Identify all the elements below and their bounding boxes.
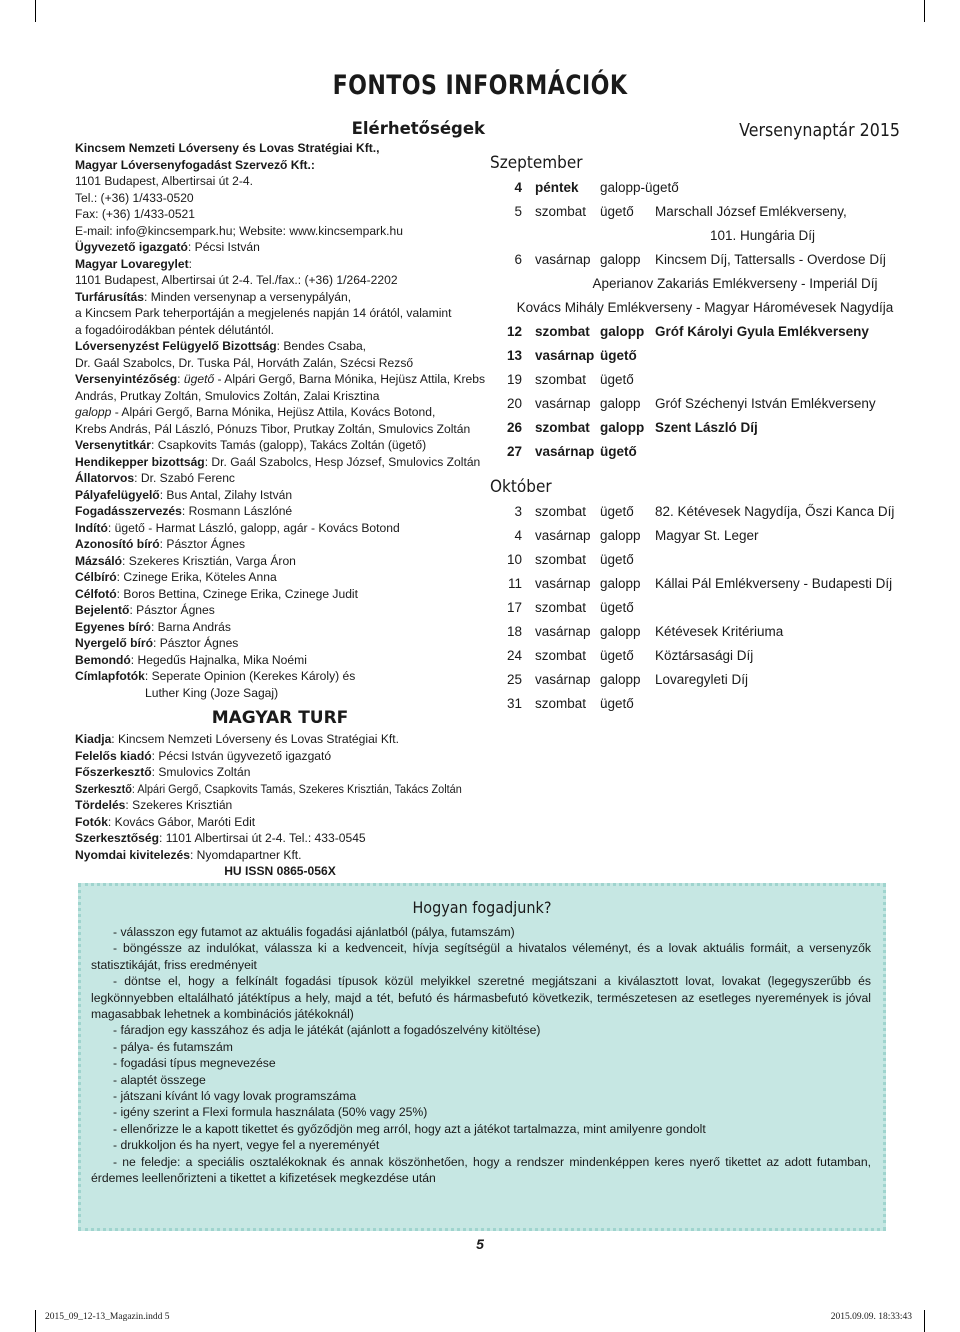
calendar-race-type: ügető bbox=[600, 504, 634, 519]
organizer-trot: ügető bbox=[183, 372, 215, 386]
calendar-day: 17 bbox=[506, 600, 522, 615]
calendar-row bbox=[490, 548, 900, 572]
calendar-race-name: Marschall József Emlékverseny, bbox=[655, 204, 847, 219]
resp-line bbox=[75, 748, 485, 765]
photo-line bbox=[75, 586, 485, 603]
starter-line bbox=[75, 520, 485, 537]
calendar-race-type: galopp bbox=[600, 528, 641, 543]
organizer-line-4: Krebs András, Pál László, Pónuzs Tibor, Prutkay Zoltán, Smulovics Zoltán bbox=[75, 421, 471, 436]
calendar-race-continuation: Kovács Mihály Emlékverseny - Magyar Háromévesek Nagydíja bbox=[516, 300, 894, 315]
calendar-row bbox=[490, 344, 900, 368]
calendar-day: 25 bbox=[506, 672, 522, 687]
calendar-row bbox=[490, 524, 900, 548]
calendar-day: 4 bbox=[514, 180, 522, 195]
office-line bbox=[75, 830, 485, 847]
office-value: : 1101 Albertirsai út 2-4. Tel.: 433-0545 bbox=[159, 831, 366, 845]
calendar-race-type: galopp bbox=[600, 624, 641, 639]
crop-mark bbox=[35, 0, 36, 22]
vet-line bbox=[75, 470, 485, 487]
calendar-day: 24 bbox=[506, 648, 522, 663]
finish-line bbox=[75, 569, 485, 586]
howto-item: - játszani kívánt ló vagy lovak programszáma bbox=[113, 1089, 357, 1104]
weigh-line bbox=[75, 553, 485, 570]
organizer-gallop: galopp bbox=[75, 405, 112, 419]
calendar-race-type: ügető bbox=[600, 204, 634, 219]
org-line-2: Magyar Lóversenyfogadást Szervező Kft.: bbox=[75, 157, 315, 172]
crop-mark bbox=[35, 1310, 36, 1332]
calendar-row bbox=[490, 176, 900, 200]
mlt-value: : bbox=[188, 256, 192, 271]
print-line bbox=[75, 847, 485, 864]
calendar-race-name: Gróf Széchenyi István Emlékverseny bbox=[655, 396, 876, 411]
calendar-day: 26 bbox=[506, 420, 522, 435]
calendar-row bbox=[490, 392, 900, 416]
organizer-line bbox=[75, 371, 485, 388]
october-rows bbox=[490, 500, 900, 716]
calendar-race-name: Kétévesek Kritériuma bbox=[655, 624, 784, 639]
calendar-weekday: vasárnap bbox=[535, 444, 595, 459]
cover-label: Címlapfotók bbox=[75, 669, 145, 683]
footer-file: 2015_09_12-13_Magazin.indd 5 bbox=[45, 1312, 170, 1322]
organizer-label: Versenyintézőség bbox=[75, 372, 178, 386]
calendar-row bbox=[490, 440, 900, 464]
calendar-race-type: ügető bbox=[600, 552, 634, 567]
howto-item: - ne feledje: a speciális osztalékoknak és annak köszönhetően, hogy a rendszer mindenképpen keres nyerő tikettet az adott futamban, érdemes leellenőrizteni a tikettet a kifizetések megkezdése után bbox=[91, 1154, 871, 1186]
office-label: Szerkesztőség bbox=[75, 831, 160, 845]
ceo-value: : Pécsi István bbox=[187, 240, 260, 254]
calendar-weekday: vasárnap bbox=[535, 624, 591, 639]
calendar-race-type: galopp bbox=[600, 576, 641, 591]
calendar-weekday: szombat bbox=[535, 204, 587, 219]
imprint-heading: MAGYAR TURF bbox=[211, 708, 349, 728]
tel-line: Tel.: (+36) 1/433-0520 bbox=[75, 190, 194, 205]
calendar-day: 10 bbox=[506, 552, 522, 567]
publisher-line bbox=[75, 731, 485, 748]
announcer-label: Bemondó bbox=[75, 652, 131, 667]
organizer-line-3 bbox=[75, 404, 485, 421]
handicap-value: : Dr. Gaál Szabolcs, Hesp József, Smulovics Zoltán bbox=[204, 454, 481, 469]
howto-item: - igény szerint a Flexi formula használata (50% vagy 25%) bbox=[113, 1105, 428, 1120]
secretary-label: Versenytitkár bbox=[75, 438, 151, 452]
weigh-label: Mázsáló bbox=[75, 553, 123, 568]
supervisory-line-2: Dr. Gaál Szabolcs, Dr. Tuska Pál, Horváth Zalán, Szécsi Rezső bbox=[75, 355, 414, 370]
calendar-race-type: galopp bbox=[600, 324, 645, 339]
calendar-weekday: szombat bbox=[535, 696, 587, 711]
calendar-race-type: ügető bbox=[600, 348, 637, 363]
track-value: : Bus Antal, Zilahy István bbox=[159, 487, 293, 502]
howto-item: - drukkoljon és ha nyert, vegye fel a nyereményét bbox=[113, 1138, 380, 1153]
calendar-weekday: vasárnap bbox=[535, 396, 591, 411]
calendar-row bbox=[490, 596, 900, 620]
vet-label: Állatorvos bbox=[75, 471, 135, 485]
photos-line bbox=[75, 814, 485, 831]
howto-item: - böngéssze az indulókat, válassza ki a kedvenceit, hívja segítségül a hivatalos véleményt, és a lovak aktuális formáit, a versenyzők statisztikáját, friss eredményeit bbox=[91, 941, 871, 972]
organizer-line-2: András, Prutkay Zoltán, Smulovics Zoltán, Zalai Krisztina bbox=[75, 388, 380, 403]
calendar-weekday: szombat bbox=[535, 600, 587, 615]
cover-line-2: Luther King (Joze Sagaj) bbox=[145, 685, 279, 700]
howto-item: - ellenőrizze le a kapott tikettet és győződjön meg arról, hogy azt a játékot tartalmazza, mint amilyenre gondolt bbox=[113, 1121, 706, 1136]
calendar-weekday: vasárnap bbox=[535, 252, 591, 267]
announcer-value: : Hegedűs Hajnalka, Mika Noémi bbox=[130, 652, 307, 667]
calendar-race-type: galopp bbox=[600, 672, 641, 687]
calendar-row bbox=[490, 692, 900, 716]
month-heading-september: Szeptember bbox=[490, 153, 583, 173]
equal-value: : Barna András bbox=[150, 619, 231, 634]
turf-line-2: a Kincsem Park teherportáján a megjelenés napján 14 órától, valamint bbox=[75, 306, 452, 320]
calendar-race-name: Kincsem Díj, Tattersalls - Overdose Díj bbox=[655, 252, 886, 267]
photo-value: : Boros Bettina, Czinege Erika, Czinege Judit bbox=[116, 586, 358, 601]
calendar-race-name: 82. Kétévesek Nagydíja, Őszi Kanca Díj bbox=[655, 504, 895, 519]
calendar-weekday: péntek bbox=[535, 180, 579, 195]
calendar-weekday: szombat bbox=[535, 504, 587, 519]
calendar-row bbox=[490, 416, 900, 440]
calendar-race-name: Köztársasági Díj bbox=[655, 648, 754, 663]
crop-mark bbox=[924, 1310, 925, 1332]
calendar-day: 4 bbox=[514, 528, 522, 543]
entry-label: Bejelentő bbox=[75, 603, 130, 617]
calendar-race-type: ügető bbox=[600, 696, 634, 711]
track-label: Pályafelügyelő bbox=[75, 487, 160, 502]
howto-box bbox=[78, 883, 886, 1231]
finish-value: : Czinege Erika, Köteles Anna bbox=[116, 570, 277, 584]
calendar-race-name: Gróf Károlyi Gyula Emlékverseny bbox=[655, 324, 869, 339]
howto-item: - fáradjon egy kasszához és adja le játékát (ajánlott a fogadószelvény kitöltése) bbox=[113, 1023, 541, 1038]
calendar-day: 6 bbox=[514, 252, 522, 267]
calendar-race-type: ügető bbox=[600, 372, 634, 387]
photos-label: Fotók bbox=[75, 814, 108, 829]
calendar-row bbox=[490, 668, 900, 692]
race-calendar bbox=[490, 118, 900, 716]
id-line bbox=[75, 536, 485, 553]
calendar-row bbox=[490, 620, 900, 644]
editor-value: : Smulovics Zoltán bbox=[151, 765, 251, 779]
calendar-day: 3 bbox=[514, 504, 522, 519]
mlt-line bbox=[75, 256, 485, 273]
starter-label: Indító bbox=[75, 520, 108, 535]
calendar-race-type: galopp-ügető bbox=[600, 180, 679, 195]
calendar-weekday: vasárnap bbox=[535, 672, 591, 687]
howto-item: - fogadási típus megnevezése bbox=[113, 1056, 276, 1071]
page-title: FONTOS INFORMÁCIÓK bbox=[332, 70, 628, 101]
calendar-weekday: szombat bbox=[535, 552, 587, 567]
resp-value: : Pécsi István ügyvezető igazgató bbox=[151, 748, 332, 763]
equal-label: Egyenes bíró bbox=[75, 619, 151, 634]
contacts-heading: Elérhetőségek bbox=[351, 119, 485, 138]
calendar-day: 13 bbox=[506, 348, 522, 363]
betting-label: Fogadásszervezés bbox=[75, 504, 182, 518]
calendar-race-continuation: 101. Hungária Díj bbox=[710, 228, 816, 243]
saddle-line bbox=[75, 635, 485, 652]
editor-label: Főszerkesztő bbox=[75, 765, 152, 779]
id-value: : Pásztor Ágnes bbox=[159, 537, 246, 551]
calendar-day: 27 bbox=[506, 444, 522, 459]
calendar-day: 12 bbox=[506, 324, 522, 339]
finish-label: Célbíró bbox=[75, 570, 117, 584]
mlt-address-line: 1101 Budapest, Albertirsai út 2-4. Tel./fax.: (+36) 1/264-2202 bbox=[75, 273, 398, 287]
calendar-row bbox=[490, 500, 900, 524]
issn-line: HU ISSN 0865-056X bbox=[224, 864, 336, 878]
calendar-row bbox=[490, 248, 900, 272]
secretary-value: : Csapkovits Tamás (galopp), Takács Zoltán (ügető) bbox=[150, 438, 427, 452]
calendar-heading: Versenynaptár 2015 bbox=[739, 120, 900, 141]
howto-item: - alaptét összege bbox=[113, 1072, 206, 1087]
id-label: Azonosító bíró bbox=[75, 537, 160, 551]
fax-line: Fax: (+36) 1/433-0521 bbox=[75, 207, 196, 221]
calendar-race-type: galopp bbox=[600, 396, 641, 411]
starter-value: : ügető - Harmat László, galopp, agár - Kovács Botond bbox=[107, 520, 400, 535]
mlt-label: Magyar Lovaregylet bbox=[75, 256, 189, 271]
handicap-line bbox=[75, 454, 485, 471]
calendar-weekday: vasárnap bbox=[535, 528, 591, 543]
organizer-sep: : bbox=[177, 372, 184, 386]
calendar-weekday: vasárnap bbox=[535, 348, 595, 363]
vet-value: : Dr. Szabó Ferenc bbox=[134, 471, 235, 485]
publisher-value: : Kincsem Nemzeti Lóverseny és Lovas Stratégiai Kft. bbox=[111, 732, 399, 746]
calendar-race-continuation: Aperianov Zakariás Emlékverseny - Imperiál Díj bbox=[592, 276, 878, 291]
betting-value: : Rosmann Lászlóné bbox=[181, 504, 293, 518]
editor-line bbox=[75, 764, 485, 781]
footer-timestamp: 2015.09.09. 18:33:43 bbox=[830, 1312, 912, 1322]
calendar-race-name: Szent László Díj bbox=[655, 420, 758, 435]
photo-label: Célfotó bbox=[75, 586, 117, 601]
turf-value: : Minden versenynap a versenypályán, bbox=[144, 289, 352, 304]
calendar-weekday: vasárnap bbox=[535, 576, 591, 591]
secretary-line bbox=[75, 437, 485, 454]
howto-item: - válasszon egy futamot az aktuális fogadási ajánlatból (pálya, futamszám) bbox=[113, 925, 515, 939]
organizer-value: - Alpári Gergő, Barna Mónika, Hejüsz Attila, Krebs bbox=[214, 372, 486, 386]
org-line: Kincsem Nemzeti Lóverseny és Lovas Stratégiai Kft., bbox=[75, 141, 380, 155]
calendar-race-type: ügető bbox=[600, 648, 634, 663]
calendar-day: 31 bbox=[506, 696, 522, 711]
print-label: Nyomdai kivitelezés bbox=[75, 847, 190, 862]
calendar-weekday: szombat bbox=[535, 420, 590, 435]
howto-heading: Hogyan fogadjunk? bbox=[412, 898, 552, 917]
layout-line bbox=[75, 797, 485, 814]
address-line: 1101 Budapest, Albertirsai út 2-4. bbox=[75, 174, 253, 188]
calendar-weekday: szombat bbox=[535, 648, 587, 663]
turf-label: Turfárusítás bbox=[75, 289, 144, 304]
saddle-label: Nyergelő bíró bbox=[75, 636, 153, 650]
calendar-weekday: szombat bbox=[535, 372, 587, 387]
email-line: E-mail: info@kincsempark.hu; Website: www.kincsempark.hu bbox=[75, 223, 403, 238]
resp-label: Felelős kiadó bbox=[75, 748, 152, 763]
calendar-day: 20 bbox=[506, 396, 522, 411]
calendar-race-type: galopp bbox=[600, 420, 645, 435]
equal-line bbox=[75, 619, 485, 636]
turf-line-3: a fogadóirodákban péntek délutántól. bbox=[75, 322, 275, 337]
calendar-row bbox=[490, 644, 900, 668]
entry-value: : Pásztor Ágnes bbox=[129, 603, 215, 617]
calendar-row bbox=[490, 572, 900, 596]
calendar-day: 5 bbox=[514, 204, 522, 219]
howto-list bbox=[81, 924, 883, 1187]
supervisory-line bbox=[75, 338, 485, 355]
calendar-row bbox=[490, 368, 900, 392]
track-line bbox=[75, 487, 485, 504]
calendar-row bbox=[490, 200, 900, 224]
editors-value: : Alpári Gergő, Csapkovits Tamás, Szekeres Krisztián, Takács Zoltán bbox=[131, 781, 462, 796]
turf-line bbox=[75, 289, 485, 306]
photos-value: : Kovács Gábor, Maróti Edit bbox=[107, 814, 256, 829]
calendar-race-type: ügető bbox=[600, 444, 637, 459]
calendar-race-type: galopp bbox=[600, 252, 641, 267]
howto-item: - pálya- és futamszám bbox=[113, 1039, 233, 1054]
editors-line bbox=[75, 781, 462, 798]
month-heading-october: Október bbox=[490, 477, 552, 497]
calendar-race-type: ügető bbox=[600, 600, 634, 615]
handicap-label: Hendikepper bizottság bbox=[75, 454, 205, 469]
announcer-line bbox=[75, 652, 485, 669]
cover-value: : Seperate Opinion (Kerekes Károly) és bbox=[144, 669, 356, 683]
entry-line bbox=[75, 602, 485, 619]
calendar-race-name: Lovaregyleti Díj bbox=[655, 672, 749, 687]
howto-item: - döntse el, hogy a felkínált fogadási típusok közül melyikkel szeretné megjátszani a kiválasztott lovat, lovakat (legegyszerűbb és legkönnyebben eltalálható játéktípus a hely, majd a tét, befutó és hármasbefutó következik, természetesen az esetleges nyeremények is jóval magasabbak lehetnek a kombinációs játékoknál) bbox=[91, 974, 871, 1022]
cover-line bbox=[75, 668, 485, 685]
ceo-line bbox=[75, 239, 485, 256]
calendar-weekday: szombat bbox=[535, 324, 590, 339]
saddle-value: : Pásztor Ágnes bbox=[152, 636, 239, 650]
calendar-day: 11 bbox=[507, 576, 522, 591]
page-number: 5 bbox=[476, 1236, 484, 1252]
calendar-race-name: Kállai Pál Emlékverseny - Budapesti Díj bbox=[655, 576, 893, 591]
supervisory-label: Lóversenyzést Felügyelő Bizottság bbox=[75, 339, 277, 353]
editors-label: Szerkesztő bbox=[75, 781, 132, 796]
betting-line bbox=[75, 503, 485, 520]
print-value: : Nyomdapartner Kft. bbox=[189, 847, 302, 862]
layout-value: : Szekeres Krisztián bbox=[125, 798, 233, 812]
supervisory-value: : Bendes Csaba, bbox=[276, 339, 367, 353]
contacts-column bbox=[75, 118, 485, 880]
calendar-day: 19 bbox=[506, 372, 522, 387]
organizer-line-3-text: - Alpári Gergő, Barna Mónika, Hejüsz Attila, Kovács Botond, bbox=[111, 405, 436, 419]
calendar-day: 18 bbox=[506, 624, 522, 639]
calendar-race-name: Magyar St. Leger bbox=[655, 528, 759, 543]
publisher-label: Kiadja bbox=[75, 732, 112, 746]
calendar-row bbox=[490, 320, 900, 344]
crop-mark bbox=[924, 0, 925, 22]
september-rows bbox=[490, 176, 900, 464]
weigh-value: : Szekeres Krisztián, Varga Áron bbox=[122, 553, 296, 568]
ceo-label: Ügyvezető igazgató bbox=[75, 240, 188, 254]
layout-label: Tördelés bbox=[75, 798, 126, 812]
